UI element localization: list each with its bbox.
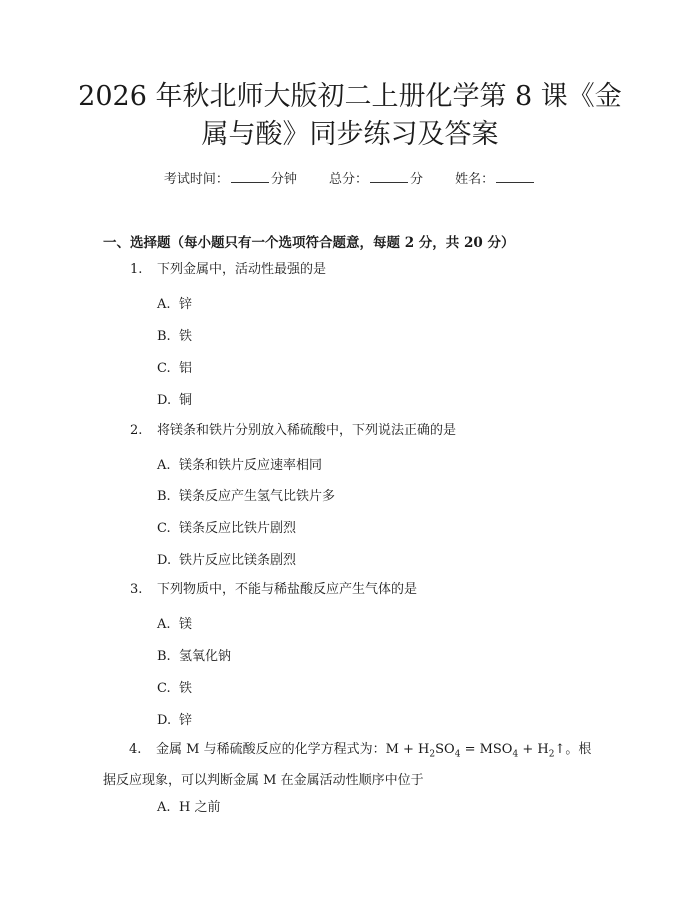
- exam-time-unit: 分钟: [270, 172, 297, 187]
- question-2-option-c: [157, 517, 296, 536]
- option-text: 镁条反应比铁片剧烈: [179, 521, 297, 536]
- option-text: 铁: [179, 681, 193, 696]
- question-2-option-d: [157, 549, 296, 568]
- question-1-option-a: [157, 293, 192, 312]
- option-text: 铜: [179, 393, 193, 408]
- title-line-2: 属与酸》同步练习及答案: [201, 119, 499, 150]
- option-letter: A.: [157, 297, 171, 312]
- option-letter: C.: [157, 681, 171, 696]
- subscript: 4: [512, 749, 519, 760]
- question-1-option-c: [157, 357, 192, 376]
- question-1-option-b: [157, 325, 192, 344]
- question-number: 2.: [130, 423, 143, 438]
- option-text: 锌: [179, 713, 193, 728]
- option-text: H 之前: [179, 800, 221, 815]
- question-2-option-b: [157, 485, 335, 504]
- subscript: 2: [548, 749, 555, 760]
- option-letter: C.: [157, 361, 171, 376]
- option-letter: A.: [157, 617, 171, 632]
- question-number: 3.: [130, 582, 143, 597]
- exam-info: [0, 168, 700, 187]
- option-letter: A.: [157, 458, 171, 473]
- option-letter: D.: [157, 393, 172, 408]
- question-number: 1.: [130, 262, 143, 277]
- question-3-option-a: [157, 613, 192, 632]
- option-text: 铝: [179, 361, 193, 376]
- question-2-option-a: [157, 454, 322, 473]
- option-text: 氢氧化钠: [179, 649, 232, 664]
- option-letter: A.: [157, 800, 171, 815]
- option-text: 铁片反应比镁条剧烈: [179, 553, 297, 568]
- title-line-1: 2026 年秋北师大版初二上册化学第 8 课《金: [78, 81, 622, 112]
- option-letter: B.: [157, 649, 171, 664]
- student-name-field: [455, 168, 536, 187]
- question-text-part: ↑。根据反应现象，可以判断金属 M 在金属活动性顺序中位于: [103, 742, 592, 788]
- section-heading: 一、选择题（每小题只有一个选项符合题意，每题 2 分，共 20 分）: [103, 235, 515, 251]
- option-letter: D.: [157, 713, 172, 728]
- option-letter: D.: [157, 553, 172, 568]
- question-text: 下列物质中，不能与稀盐酸反应产生气体的是: [157, 582, 418, 597]
- option-text: 镁条反应产生氢气比铁片多: [179, 489, 336, 504]
- total-score-label: 总分：: [328, 172, 368, 187]
- question-4-option-a: [157, 796, 220, 815]
- question-text-part: + H: [518, 742, 549, 757]
- subscript: 4: [454, 749, 461, 760]
- option-text: 镁: [179, 617, 193, 632]
- subscript: 2: [429, 749, 436, 760]
- question-3-option-d: [157, 709, 192, 728]
- option-letter: B.: [157, 329, 171, 344]
- question-number: 4.: [129, 742, 142, 757]
- total-score-unit: 分: [410, 172, 424, 187]
- question-4: [103, 737, 598, 794]
- question-text-part: = MSO: [460, 742, 513, 757]
- question-text: 下列金属中，活动性最强的是: [157, 262, 327, 277]
- exam-time-blank[interactable]: [231, 170, 269, 183]
- question-text-part: SO: [435, 742, 455, 757]
- document-title: [60, 78, 640, 154]
- exam-time-field: [164, 168, 297, 187]
- question-text-part: 金属 M 与稀硫酸反应的化学方程式为：M + H: [156, 742, 430, 757]
- total-score-field: [329, 168, 423, 187]
- question-1: [130, 260, 326, 279]
- question-3-option-b: [157, 645, 231, 664]
- student-name-blank[interactable]: [496, 170, 534, 183]
- exam-time-label: 考试时间：: [163, 172, 229, 187]
- question-3-option-c: [157, 677, 192, 696]
- option-letter: B.: [157, 489, 171, 504]
- option-text: 锌: [179, 297, 193, 312]
- option-text: 镁条和铁片反应速率相同: [179, 458, 323, 473]
- student-name-label: 姓名：: [455, 172, 495, 187]
- option-text: 铁: [179, 329, 193, 344]
- question-2: [130, 421, 456, 440]
- question-3: [130, 580, 417, 599]
- question-text: 将镁条和铁片分别放入稀硫酸中，下列说法正确的是: [157, 423, 457, 438]
- total-score-blank[interactable]: [370, 170, 408, 183]
- question-1-option-d: [157, 389, 192, 408]
- option-letter: C.: [157, 521, 171, 536]
